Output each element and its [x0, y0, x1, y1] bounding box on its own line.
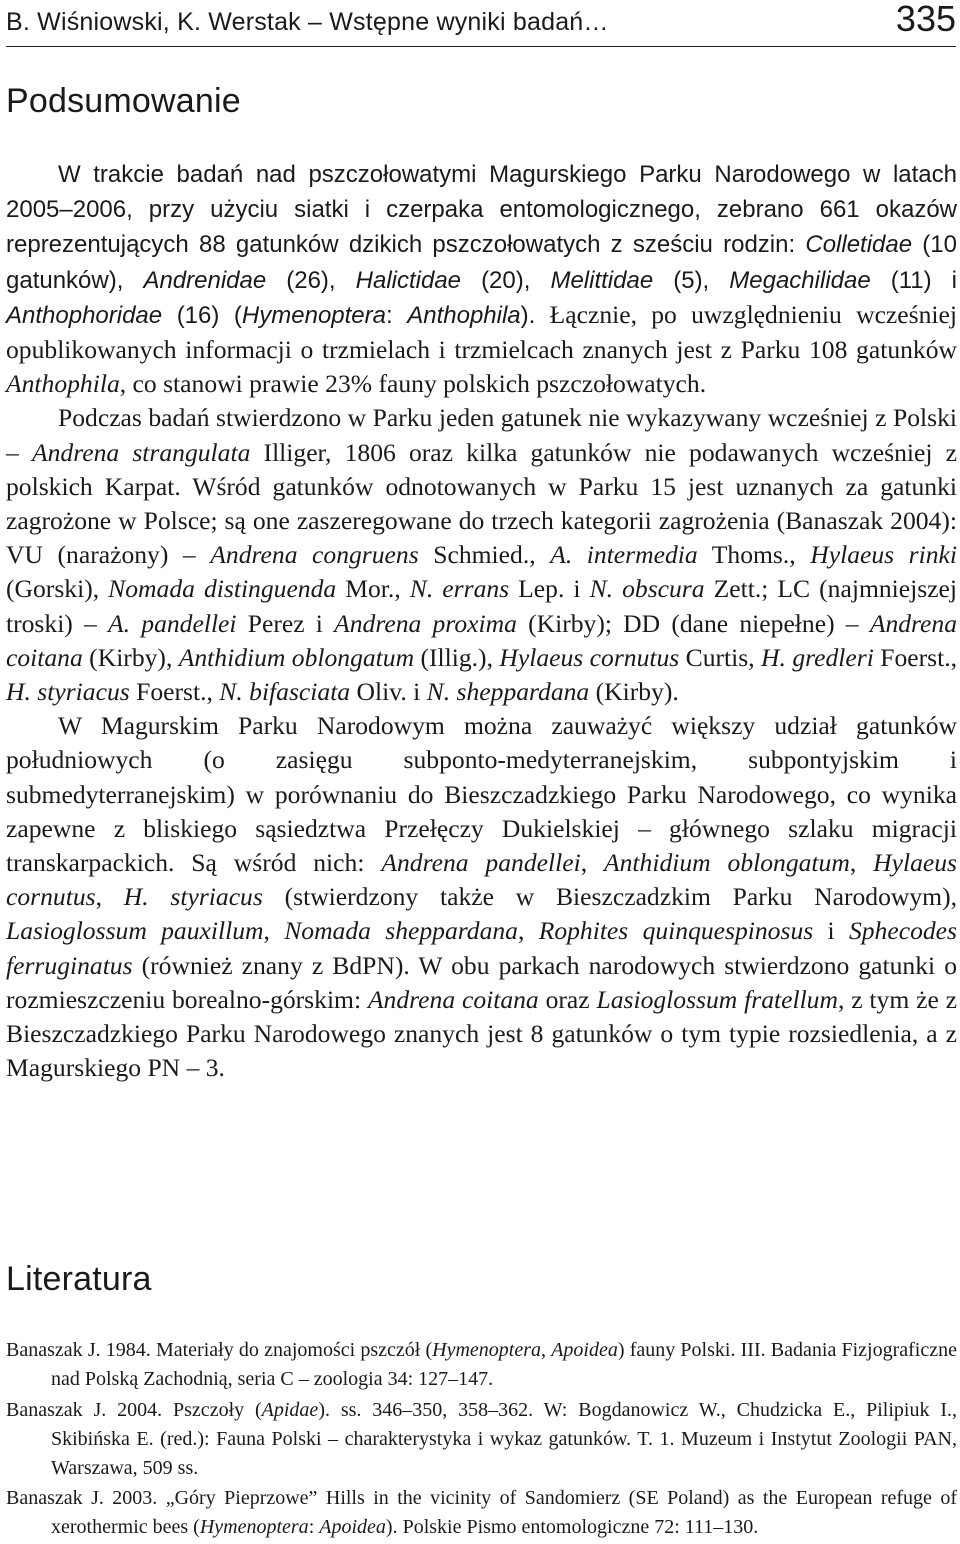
text-run: ). ss. 346–350, 358–362. W: Bogdanowicz W., Chudzicka E., Pilipiuk I., Skibińska E. (red.): Fauna Polski – charakterystyka i wykaz gatunków. T. 1. Muzeum i Instytut Zoologii PAN, Warszawa, 509 ss.: [51, 1398, 957, 1479]
italic-run: Lasioglossum pauxillum: [6, 916, 264, 946]
italic-run: Anthophila: [407, 301, 521, 329]
text-run: ,: [517, 916, 539, 946]
italic-run: Apoidea: [551, 1339, 618, 1361]
italic-run: Apoidea: [319, 1516, 386, 1538]
italic-run: Nomada sheppardana: [284, 916, 518, 946]
summary-body: [6, 157, 957, 1085]
italic-run: H. gredleri: [761, 642, 874, 672]
text-run: Thoms.,: [697, 540, 811, 570]
text-run: , z tym że z Bieszczadzkiego Parku Narodowego znanych jest 8 gatunków o tym typie rozsiedlenia, a z Magurskiego PN – 3.: [6, 984, 958, 1083]
italic-run: A. pandellei: [108, 608, 237, 638]
italic-run: Rophites quinquespinosus: [538, 916, 814, 946]
italic-run: Andrena pandellei: [381, 848, 581, 878]
text-run: (Kirby); DD (dane niepełne) –: [516, 608, 870, 638]
italic-run: Andrena proxima: [334, 608, 517, 638]
italic-run: Melittidae: [550, 266, 654, 294]
italic-run: N. errans: [409, 574, 510, 604]
text-run: Mor.,: [336, 574, 410, 604]
text-run: , co stanowi prawie 23% fauny polskich pszczołowatych.: [119, 369, 707, 399]
italic-run: Hylaeus cornutus: [499, 642, 680, 672]
italic-run: Hymenoptera: [432, 1339, 542, 1361]
text-run: i: [813, 916, 849, 946]
italic-run: Anthidium oblongatum: [178, 642, 415, 672]
italic-run: Megachilidae: [729, 266, 871, 294]
italic-run: Hymenoptera: [199, 1516, 309, 1538]
text-run: :: [386, 301, 408, 329]
italic-run: H. styriacus: [6, 677, 130, 707]
text-run: Banaszak J. 2004. Pszczoły (: [6, 1398, 262, 1421]
text-run: Perez i: [236, 608, 335, 638]
text-run: Schmied.,: [418, 540, 551, 570]
italic-run: A. intermedia: [550, 540, 698, 570]
text-run: ,: [849, 848, 874, 878]
italic-run: Andrena congruens: [210, 540, 419, 570]
text-run: ,: [263, 916, 285, 946]
summary-paragraph: [6, 709, 957, 1085]
italic-run: Andrena coitana: [367, 984, 539, 1014]
text-run: (10 gatunków),: [6, 231, 957, 294]
italic-run: Hylaeus cornutus: [6, 848, 958, 912]
text-run: W Magurskim Parku Narodowym można zauważyć większy udział gatunków południowych (o zasięgu subponto-medyterranejskim, subpontyjskim i submedyterranejskim) w porównaniu do Bieszczadzkiego Parku Narodowego, co wynika zapewne z bliskiego sąsiedztwa Przełęczy Dukielskiej – głównego szlaku migracji transkarpackich. Są wśród nich:: [6, 711, 957, 878]
italic-run: Anthophoridae: [6, 301, 163, 329]
text-run: Foerst.,: [129, 677, 220, 707]
running-title: B. Wiśniowski, K. Werstak – Wstępne wyniki badań…: [6, 8, 609, 36]
text-run: (26),: [266, 266, 356, 294]
italic-run: Hymenoptera: [241, 301, 386, 329]
text-run: Lep. i: [509, 574, 590, 604]
text-run: ,: [95, 882, 124, 912]
text-run: Banaszak J. 2003. „Góry Pieprzowe” Hills in the vicinity of Sandomierz (SE Poland) as the European refuge of xerothermic bees (: [6, 1487, 957, 1538]
text-run: (20),: [461, 266, 551, 294]
text-run: Illiger, 1806 oraz kilka gatunków nie podawanych wcześniej z polskich Karpat. Wśród gatunków odnotowanych w Parku 15 jest uznanych za gatunki zagrożone w Polsce; są one zaszeregowane do trzech kategorii zagrożenia (Banaszak 2004): VU (narażony) –: [6, 437, 957, 570]
text-run: ).: [520, 301, 536, 329]
text-run: W trakcie badań nad pszczołowatymi Magurskiego Parku Narodowego w latach 2005–2006, przy użyciu siatki i czerpaka entomologicznego, zebrano 661 okazów reprezentujących 88 gatunków dzikich pszczołowatych z sześciu rodzin:: [6, 161, 957, 259]
reference-list: [6, 1336, 957, 1544]
italic-run: N. bifasciata: [219, 677, 351, 707]
text-run: Łącznie, po uwzględnieniu wcześniej opublikowanych informacji o trzmielach i trzmielcach znanych jest z Parku 108 gatunków: [6, 299, 957, 365]
text-run: :: [308, 1516, 320, 1538]
text-run: (5),: [653, 266, 730, 294]
italic-run: N. sheppardana: [426, 677, 590, 707]
text-run: (Gorski),: [6, 574, 109, 604]
text-run: (16) (: [162, 301, 242, 329]
text-run: ,: [541, 1339, 552, 1361]
italic-run: Colletidae: [805, 231, 913, 259]
text-run: Curtis,: [679, 642, 762, 672]
italic-run: Nomada distinguenda: [108, 574, 337, 604]
italic-run: Halictidae: [355, 266, 462, 294]
italic-run: Apidae: [261, 1398, 319, 1421]
italic-run: Lasioglossum fratellum: [596, 984, 838, 1014]
italic-run: Hylaeus rinki: [810, 540, 958, 570]
running-header: [6, 0, 956, 47]
reference-item: [6, 1396, 957, 1483]
text-run: (stwierdzony także w Bieszczadzkim Parku Narodowym),: [262, 882, 958, 912]
reference-item: [6, 1484, 957, 1542]
page-number: 335: [895, 0, 956, 39]
section-heading-summary: Podsumowanie: [6, 82, 241, 120]
italic-run: Anthophila: [6, 369, 120, 399]
italic-run: Andrena coitana: [6, 608, 958, 672]
italic-run: Andrenidae: [143, 266, 267, 294]
section-heading-literature: Literatura: [6, 1260, 152, 1298]
text-run: ,: [580, 848, 604, 878]
text-run: ). Polskie Pismo entomologiczne 72: 111–130.: [385, 1516, 759, 1538]
text-run: (Kirby),: [82, 642, 179, 672]
italic-run: N. obscura: [589, 574, 705, 604]
text-run: Foerst.,: [873, 642, 958, 672]
summary-paragraph: [6, 401, 957, 709]
text-run: (Illig.),: [414, 642, 500, 672]
italic-run: H. styriacus: [123, 882, 263, 912]
text-run: oraz: [538, 984, 597, 1014]
text-run: Podczas badań stwierdzono w Parku jeden gatunek nie wykazywany wcześniej z Polski –: [6, 403, 957, 467]
summary-paragraph: [6, 157, 957, 401]
italic-run: Sphecodes ferruginatus: [6, 916, 957, 980]
text-run: (również znany z BdPN). W obu parkach narodowych stwierdzono gatunki o rozmieszczeniu borealno-górskim:: [6, 950, 957, 1014]
text-run: (Kirby).: [589, 677, 679, 707]
text-run: ) fauny Polski. III. Badania Fizjograficzne nad Polską Zachodnią, seria C – zoologia 34: 127–147.: [51, 1339, 957, 1390]
text-run: Oliv. i: [350, 677, 427, 707]
reference-item: [6, 1336, 957, 1394]
text-run: Zett.; LC (najmniejszej troski) –: [6, 574, 958, 638]
italic-run: Anthidium oblongatum: [604, 848, 850, 878]
italic-run: Andrena strangulata: [31, 437, 251, 467]
text-run: (11) i: [870, 266, 957, 294]
text-run: Banaszak J. 1984. Materiały do znajomości pszczół (: [6, 1339, 433, 1361]
